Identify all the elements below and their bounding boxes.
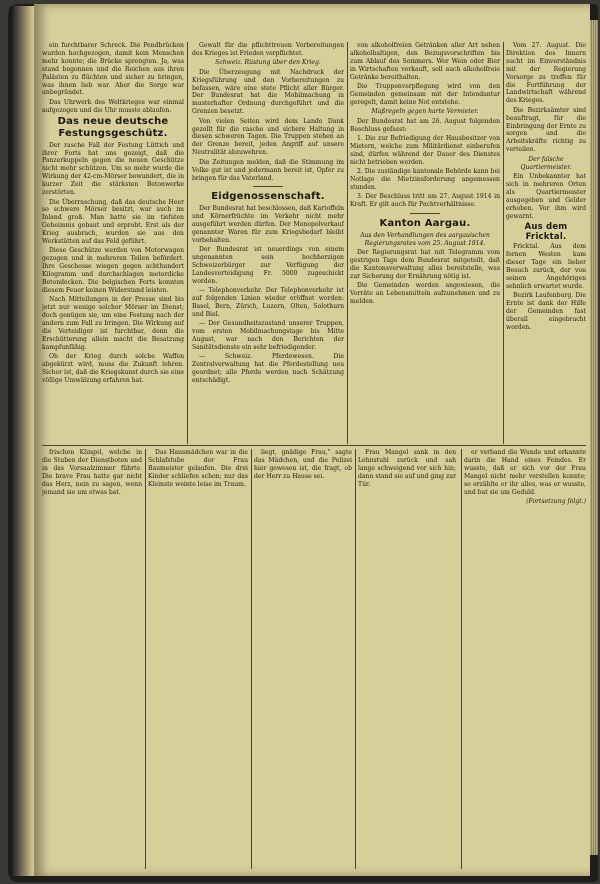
section-heading: Kanton Aargau. <box>379 218 471 230</box>
paragraph: liegt, gnädige Frau," sagte das Mädchen, und die Polizei hier gewesen ist, die fragt, ob der Herr zu Hause sei. <box>254 449 352 480</box>
section-heading: Eidgenossenschaft. <box>211 191 325 203</box>
paragraph: Fricktal. Aus dem fernen Westen kam dieser Tage ein lieber Besuch zurück, der von seinen Angehörigen sehnlich erwartet wurde. <box>506 243 586 290</box>
column-rule <box>503 42 504 444</box>
paragraph: Bezirk Laufenburg. Die Ernte ist dank der Hilfe der Gemeinden fast überall eingebracht worden. <box>506 292 586 331</box>
section-heading: Aus dem Fricktal. <box>524 221 568 242</box>
paragraph: er verband die Wunde und erkannte darin die Hand eines Feindes. Er wusste, daß er sich vor der Frau Mangel nicht mehr verstellen konnte; so erzählte er ihr alles, was er wusste, und bat sie um Geduld. <box>464 449 586 496</box>
paragraph: 3. Der Beschluss tritt am 27. August 1914 in Kraft. Er gilt auch für Pachtverhältnisse. <box>350 193 500 209</box>
paragraph: Vom 27. August. Die Direktion des Innern sucht im Einverständnis mit der Regierung Vorsorge zu treffen für die Fortführung der Landwirtschaft während des Krieges. <box>506 42 586 105</box>
column-rule <box>355 449 356 869</box>
paragraph: 1. Die zur Befriedigung der Hausbesitzer von Mietern, welche zum Militärdienst einberufen sind, dürfen während der Dauer des Dienstes nicht betrieben werden. <box>350 134 500 166</box>
continuation-note: (Fortsetzung folgt.) <box>526 497 586 505</box>
paragraph: Die Überraschung, daß das deutsche Heer so schwere Mörser besitzt, war auch im Inland groß. Man hatte sie im tiefsten Geheimnis gebaut und erprobt. Erst als der Krieg ausbrach, wurden sie aus den Werkstätten auf das Feld geführt. <box>42 198 184 246</box>
article-subheading: Schweiz. Rüstung über den Krieg. <box>215 59 321 67</box>
paragraph: Die Gemeinden werden angewiesen, die Vorräte an Lebensmitteln aufzunehmen und zu melden. <box>350 282 500 305</box>
paragraph: von alkoholfreien Getränken aller Art neben alkoholhaltigen, den Bezugsvorschriften bis zum Ablauf des Sommers. Wer Wein oder Bier in Wirtschaften verkauft, soll auch alkoholfreie Getränke bereithalten. <box>350 42 500 81</box>
paragraph: Frau Mangel sank in den Lehnstuhl zurück und sah lange schweigend vor sich hin; dann stand sie auf und ging zur Tür. <box>358 449 456 488</box>
section-rule <box>42 445 586 446</box>
column-rule <box>461 449 462 869</box>
article-subheading: Maßregeln gegen harte Vermieter. <box>371 108 479 116</box>
article-heading: Das neue deutsche Festungsgeschütz. <box>57 116 169 140</box>
article-subheading: Der falsche Quartiermeister. <box>520 155 572 171</box>
column-1 <box>42 42 184 442</box>
paragraph: Der rasche Fall der Festung Lüttich und ihrer Forts hat uns gezeigt, daß die Panzerkuppeln gegen die neuen Geschütze nicht mehr schützen. Um so mehr wurde die Wirkung der 42-cm-Mörser bewundert, die in kurzer Zeit die stärksten Betonwerke zerstörten. <box>42 141 184 197</box>
newspaper-page <box>34 4 590 876</box>
paragraph: Nach Mitteilungen in der Presse sind bis jetzt nur wenige solcher Mörser im Dienst; doch genügen sie, um eine Festung nach der andern zum Fall zu bringen. Die Wirkung auf die Verteidiger ist furchtbar, denn die Erschütterung allein macht die Besatzung kampfunfähig. <box>42 296 184 351</box>
paragraph: Diese Geschütze werden von Motorwagen gezogen und in mehreren Teilen befördert. Ihre Geschosse wiegen gegen achthundert Kilogramm und durchschlagen meterdicke Betondecken. Die belgischen Forts konnten diesem Feuer keinen Widerstand leisten. <box>42 247 184 294</box>
article-subheading: Aus den Verhandlungen des aargauischen Regierungsrates vom 25. August 1914. <box>360 231 490 247</box>
column-2 <box>192 42 344 442</box>
paragraph: Der Bundesrat hat beschlossen, daß Kartoffeln und Körnerfrüchte im Verkehr nicht mehr ausgeführt werden dürfen. Der Monopolverkauf genannter Waren für zum Kriegsbedarf bleibt vorbehalten. <box>192 204 344 244</box>
column-rule <box>347 42 348 444</box>
paragraph: Gewalt für die pflichttreuen Vorbereitungen des Krieges ist Frieden verpflichtet. <box>192 42 344 57</box>
paragraph: Das Hausmädchen war in die Schlafstube der Frau Baumeister gelaufen. Die drei Kinder schliefen schon; nur das Kleinste weinte leise im Traum. <box>148 449 248 488</box>
paragraph: — Telephonverkehr. Der Telephonverkehr ist auf folgenden Linien wieder eröffnet worden: Basel, Bern, Zürich, Luzern, Olten, Solothurn und Biel. <box>192 286 344 318</box>
paragraph: ein furchtbarer Schreck. Die Pendbrücken wurden hochgezogen, damit kein Menschen mehr konnte; die Brücke sprengten. Ja, was stand begonnen und die Reichen aus ihren Palästen zu flüchten und sicher zu bringen, was ihnen lieb war. Aber die Sorge war unbegründet. <box>42 42 184 97</box>
column-rule <box>145 449 146 869</box>
column-rule <box>251 449 252 869</box>
column-3 <box>350 42 500 442</box>
feuilleton-column-2 <box>148 449 248 869</box>
paragraph: Ob der Krieg durch solche Waffen abgekürzt wird, muss die Zukunft lehren. Sicher ist, daß die Kriegskunst durch sie eine völlige Umwälzung erfahren hat. <box>42 353 184 384</box>
paragraph: — Der Gesundheitszustand unserer Truppen, vom ersten Mobilmachungstage bis Mitte August, war nach den Berichten der Sanitätsdienste ein sehr befriedigender. <box>192 320 344 351</box>
paragraph: — Schweiz. Pferdewesen. Die Zentralverwaltung hat die Pferdestellung neu geordnet; alle Pferde werden nach Schätzung entschädigt. <box>192 353 344 384</box>
paragraph: Der Regierungsrat hat mit Telegramm vom gestrigen Tage dem Bundesrat mitgeteilt, daß die Kantonsverwaltung alles bereitstelle, was zur Sicherung der Ernährung nötig ist. <box>350 248 500 280</box>
paragraph: Ein Unbekannter hat sich in mehreren Orten als Quartiermeister ausgegeben und Gelder erhoben. Vor ihm wird gewarnt. <box>506 173 586 220</box>
feuilleton-column-3 <box>254 449 352 869</box>
separator <box>410 213 440 214</box>
column-rule <box>187 42 188 444</box>
paragraph: Die Bezirksämter sind beauftragt, für die Einbringung der Ernte zu sorgen und die Arbeitskräfte richtig zu verteilen. <box>506 106 586 154</box>
paragraph: 2. Die zuständige kantonale Behörde kann bei Notlage die Mietzinsforderung angemessen stunden. <box>350 168 500 191</box>
paragraph: Das Uhrwerk des Weltkrieges war einmal aufgezogen und die Uhr musste ablaufen. <box>42 98 184 114</box>
paragraph: Die Überzeugung mit Nachdruck der Kriegsführung und den Vorbereitungen zu befassen, wäre eine stete Pflicht aller Bürger. Der Bundesrat hat die Mobilmachung in musterhafter Ordnung durchgeführt und die Grenzen besetzt. <box>192 68 344 116</box>
separator <box>253 186 283 187</box>
paragraph: Die Truppenverpflegung wird von den Gemeinden gemeinsam mit der Intendantur geregelt, damit keine Not entstehe. <box>350 83 500 106</box>
paragraph: Der Bundesrat hat am 26. August folgenden Beschluss gefasst: <box>350 117 500 133</box>
book-binding <box>10 6 36 876</box>
column-4 <box>506 42 586 442</box>
feuilleton-column-4 <box>358 449 456 869</box>
feuilleton-column-1 <box>42 449 142 869</box>
paragraph: Der Bundesrat ist neuerdings von einem ungenannten sein hochherzigen Schweizerbürger zur Verfügung der Landesverteidigung Fr. 5000 zugeschickt worden. <box>192 245 344 285</box>
feuilleton-column-5 <box>464 449 586 869</box>
paragraph: Die Zeitungen melden, daß die Stimmung im Volke gut ist und jedermann bereit ist, Opfer zu bringen für das Vaterland. <box>192 158 344 182</box>
paragraph: frischen Klingel, welche in die Stuben der Dienstboten und in das Vorsaalzimmer führte. Die brave Frau hatte gar nicht das Herz, nein zu sagen, wenn jemand sie um etwas bat. <box>42 449 142 496</box>
paragraph: Von vielen Seiten wird dem Lande Dank gezollt für die rasche und sichere Haltung in diesen schweren Tagen. Die Truppen stehen an der Grenze bereit, jeden Angriff auf unsere Neutralität abzuwehren. <box>192 117 344 157</box>
